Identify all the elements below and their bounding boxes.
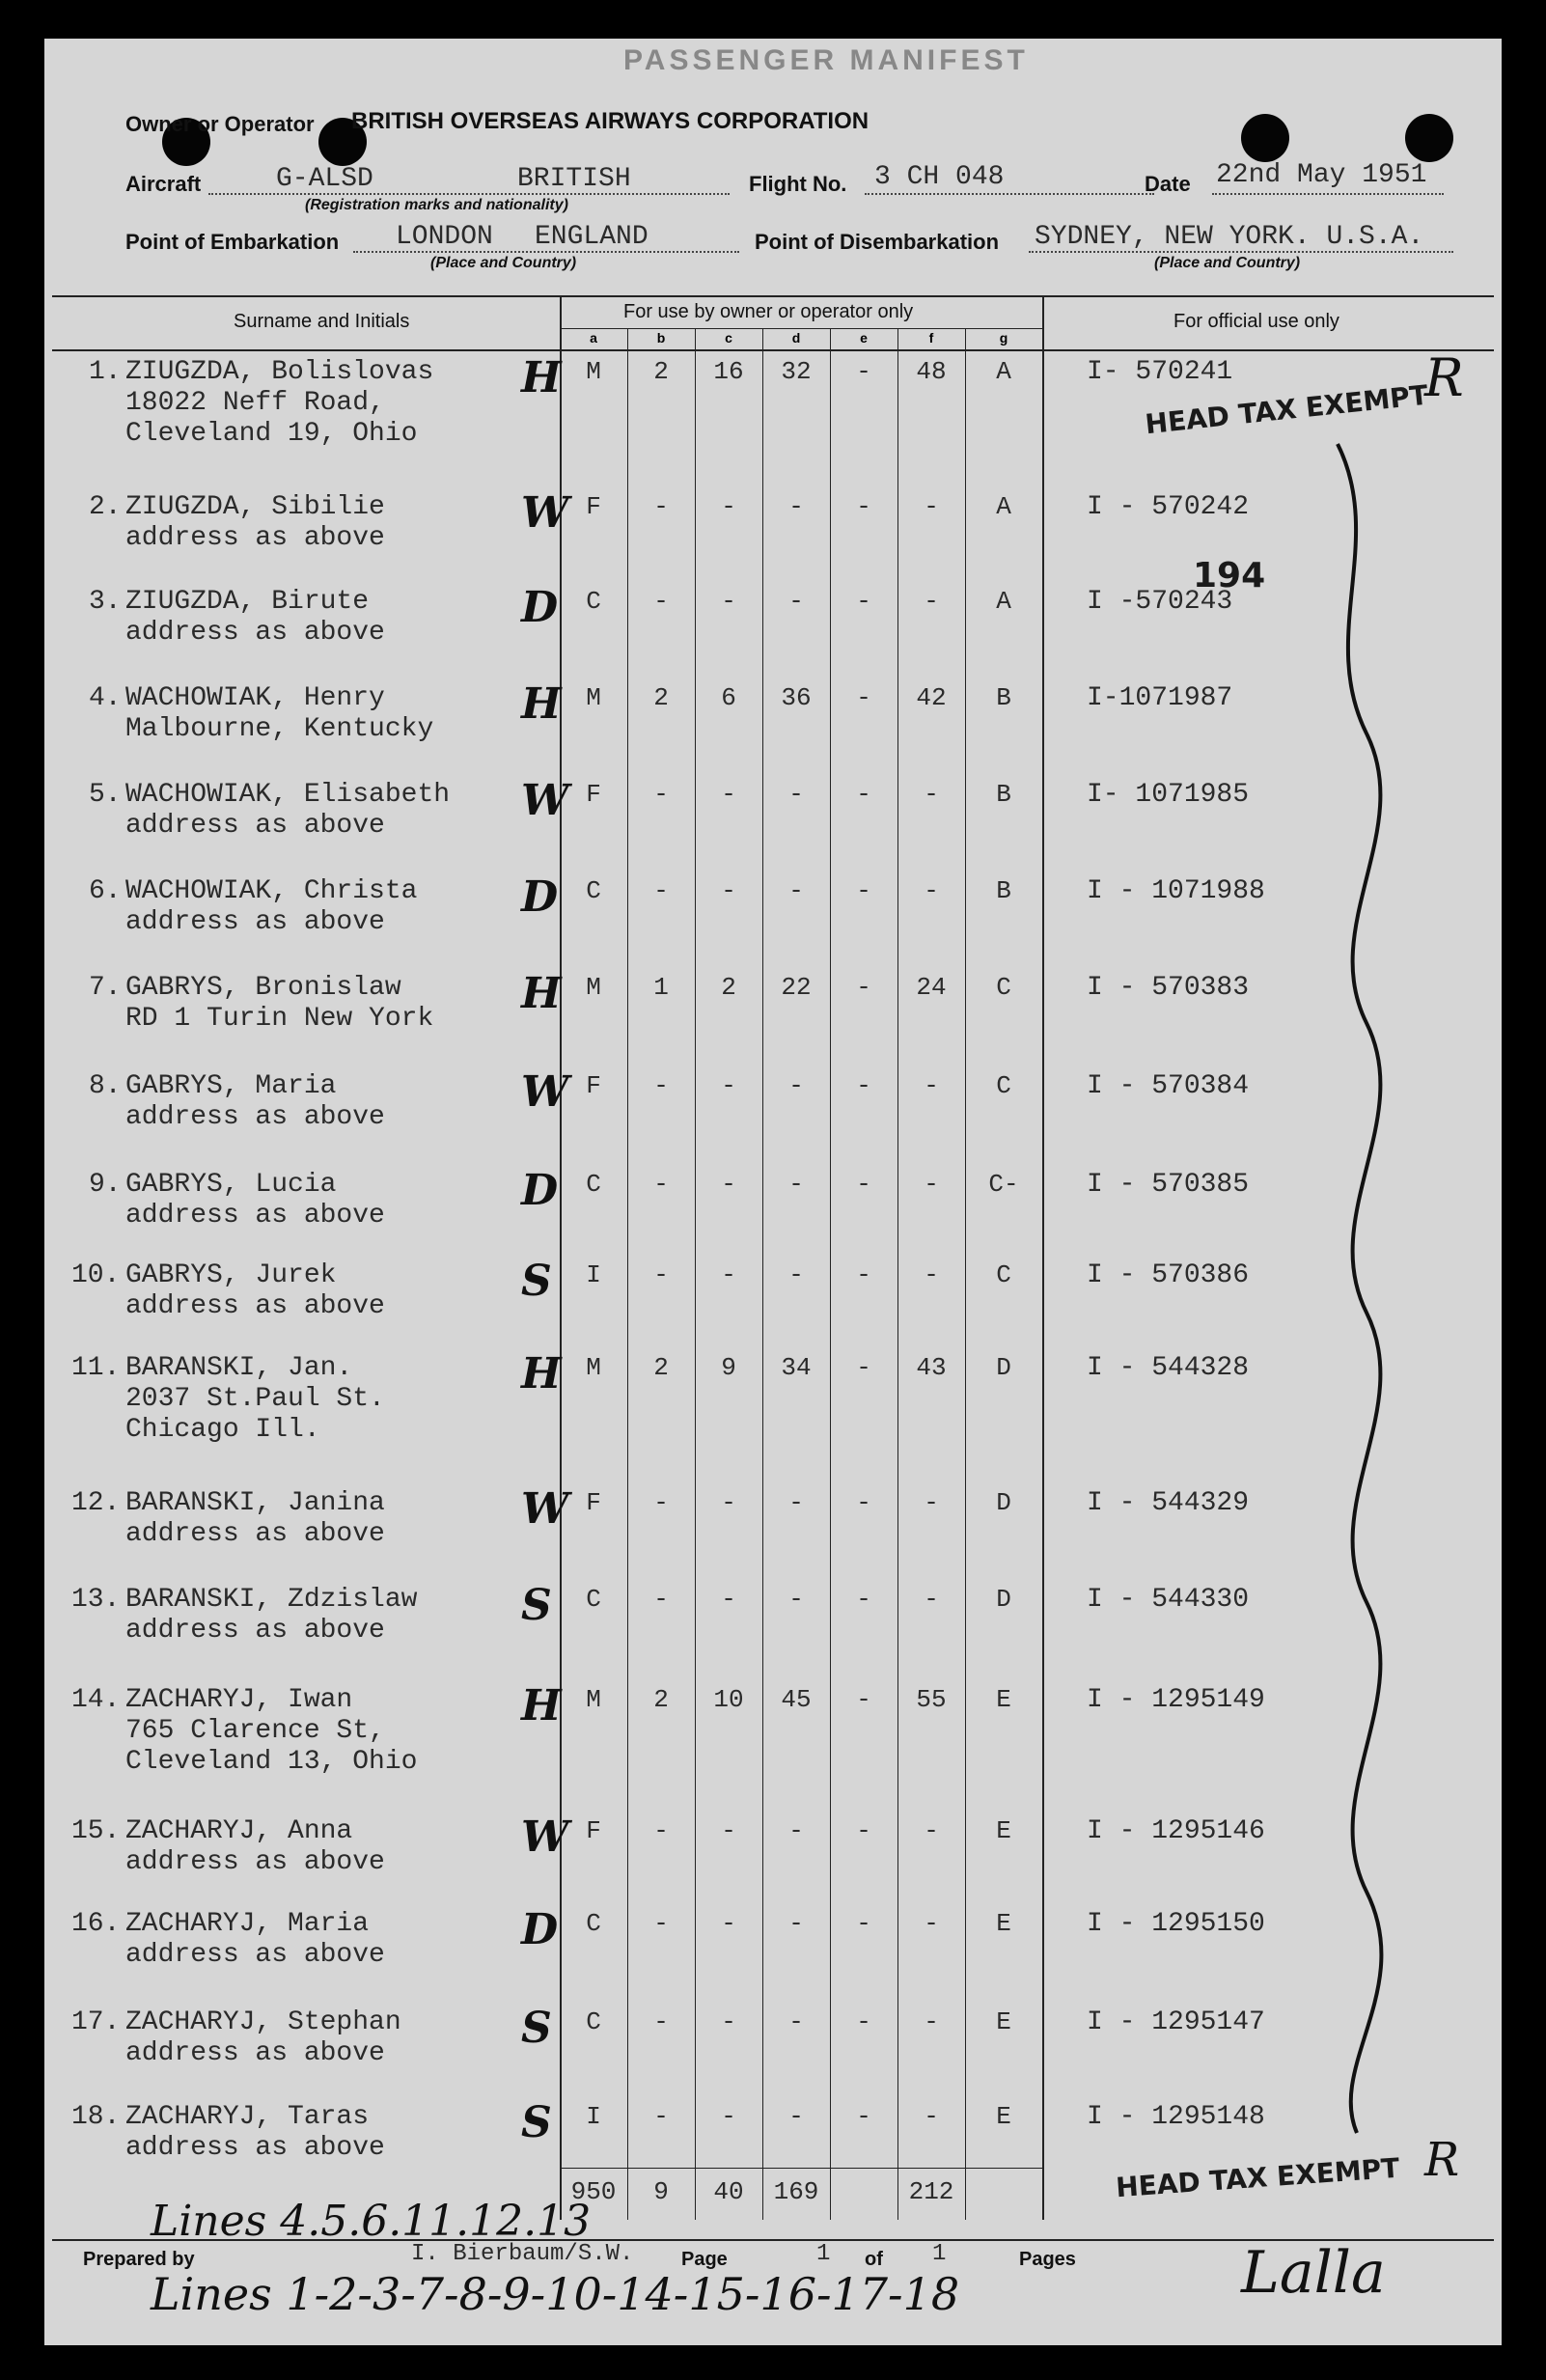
cell-d: -: [788, 1488, 804, 1517]
flight-label: Flight No.: [749, 172, 847, 196]
cell-b: -: [653, 1170, 669, 1199]
cell-b: -: [653, 1909, 669, 1938]
total-d: 169: [773, 2177, 819, 2206]
row-number: 15.: [71, 1816, 121, 1846]
page-value: 1: [816, 2241, 831, 2267]
cell-c: -: [721, 492, 736, 521]
official-number: I - 1295150: [1087, 1909, 1265, 1939]
passenger-name: BARANSKI, Zdzislaw: [125, 1585, 418, 1615]
cell-g: C-: [988, 1170, 1019, 1199]
cell-c: -: [721, 1585, 736, 1614]
official-number: I - 570386: [1087, 1260, 1250, 1290]
cell-c: 9: [721, 1353, 736, 1382]
cell-b: -: [653, 1585, 669, 1614]
cell-e: -: [856, 1170, 871, 1199]
embark-place-note: (Place and Country): [430, 255, 577, 271]
passenger-name: ZACHARYJ, Stephan: [125, 2007, 401, 2037]
passenger-name: BARANSKI, Jan.: [125, 1353, 353, 1383]
cell-c: -: [721, 2007, 736, 2036]
passenger-name: ZACHARYJ, Maria: [125, 1909, 370, 1939]
cell-e: -: [856, 1816, 871, 1845]
cell-a: C: [586, 1170, 601, 1199]
cell-a: F: [586, 780, 601, 809]
cell-g: D: [996, 1353, 1011, 1382]
relation-mark: H: [521, 969, 562, 1018]
official-number: I -570243: [1087, 587, 1233, 617]
cell-g: B: [996, 780, 1011, 809]
cell-e: -: [856, 1585, 871, 1614]
prepared-label: Prepared by: [83, 2249, 195, 2270]
cell-b: 2: [653, 1685, 669, 1714]
relation-mark: S: [521, 2004, 552, 2053]
relation-mark: H: [521, 679, 562, 729]
cell-a: I: [586, 2102, 601, 2131]
cell-e: -: [856, 587, 871, 616]
passenger-name: ZIUGZDA, Sibilie: [125, 492, 385, 522]
cell-f: -: [924, 1170, 939, 1199]
relation-mark: H: [521, 1681, 562, 1730]
passenger-name: GABRYS, Lucia: [125, 1170, 337, 1200]
cell-b: 2: [653, 357, 669, 386]
cell-f: -: [924, 1909, 939, 1938]
cell-c: -: [721, 780, 736, 809]
official-number: I-1071987: [1087, 683, 1233, 713]
relation-mark: W: [521, 488, 569, 538]
passenger-address: address as above: [125, 523, 385, 553]
punch-hole: [1405, 114, 1453, 162]
passenger-name: ZIUGZDA, Bolislovas: [125, 357, 434, 387]
cell-g: E: [996, 2102, 1011, 2131]
relation-mark: S: [521, 1581, 552, 1630]
official-number: I - 1071988: [1087, 876, 1265, 906]
disembarkation-label: Point of Disembarkation: [755, 230, 1000, 254]
cell-c: 16: [713, 357, 744, 386]
cell-d: -: [788, 876, 804, 905]
cell-f: -: [924, 876, 939, 905]
subcolumn-header: e: [860, 330, 868, 346]
passenger-name: WACHOWIAK, Elisabeth: [125, 780, 451, 810]
passenger-name: GABRYS, Bronislaw: [125, 973, 401, 1003]
embarkation-country: ENGLAND: [535, 222, 649, 252]
cell-g: B: [996, 876, 1011, 905]
disembark-place-note: (Place and Country): [1154, 255, 1301, 271]
cell-d: -: [788, 1909, 804, 1938]
row-number: 7.: [89, 973, 122, 1003]
cell-e: -: [856, 492, 871, 521]
cell-b: 2: [653, 683, 669, 712]
cell-e: -: [856, 1909, 871, 1938]
cell-c: 6: [721, 683, 736, 712]
subcolumn-header: g: [999, 330, 1008, 346]
cell-d: 22: [781, 973, 812, 1002]
cell-c: -: [721, 1816, 736, 1845]
cell-a: F: [586, 1488, 601, 1517]
surname-header: Surname and Initials: [234, 311, 410, 332]
passenger-address: address as above: [125, 1201, 385, 1231]
relation-mark: W: [521, 1484, 569, 1534]
passenger-name: BARANSKI, Janina: [125, 1488, 385, 1518]
relation-mark: D: [521, 583, 559, 632]
date-label: Date: [1145, 172, 1191, 196]
cell-d: 32: [781, 357, 812, 386]
cell-c: -: [721, 587, 736, 616]
cell-g: C: [996, 973, 1011, 1002]
cell-b: -: [653, 1488, 669, 1517]
official-number: I - 570242: [1087, 492, 1250, 522]
relation-mark: H: [521, 353, 562, 402]
row-number: 1.: [89, 357, 122, 387]
passenger-address: Malbourne, Kentucky: [125, 714, 434, 744]
cell-f: -: [924, 587, 939, 616]
embarkation-city: LONDON: [396, 222, 493, 252]
cell-g: A: [996, 357, 1011, 386]
cell-g: B: [996, 683, 1011, 712]
cell-e: -: [856, 1488, 871, 1517]
total-c: 40: [713, 2177, 744, 2206]
cell-g: D: [996, 1585, 1011, 1614]
passenger-address: address as above: [125, 1519, 385, 1549]
passenger-address: address as above: [125, 2038, 385, 2068]
row-number: 4.: [89, 683, 122, 713]
passenger-address: Cleveland 19, Ohio: [125, 419, 418, 449]
cell-d: -: [788, 2007, 804, 2036]
row-number: 14.: [71, 1685, 121, 1715]
relation-mark: W: [521, 776, 569, 825]
cell-d: 34: [781, 1353, 812, 1382]
handwritten-lines-1: Lines 4.5.6.11.12.13: [151, 2197, 592, 2246]
wavy-line: [1328, 425, 1395, 2162]
passenger-name: WACHOWIAK, Henry: [125, 683, 385, 713]
row-number: 12.: [71, 1488, 121, 1518]
cell-f: -: [924, 780, 939, 809]
cell-a: C: [586, 876, 601, 905]
cell-d: -: [788, 1816, 804, 1845]
passenger-address: address as above: [125, 1847, 385, 1877]
cell-b: 1: [653, 973, 669, 1002]
passenger-address: address as above: [125, 1291, 385, 1321]
cell-c: -: [721, 1071, 736, 1100]
cell-a: M: [586, 683, 601, 712]
cell-b: -: [653, 876, 669, 905]
passenger-address: address as above: [125, 1616, 385, 1646]
r-mark-bottom: R: [1424, 2133, 1460, 2187]
official-number: I- 1071985: [1087, 780, 1250, 810]
cell-a: M: [586, 1685, 601, 1714]
number-stamp: 194: [1193, 556, 1266, 595]
subcolumn-header: a: [590, 330, 597, 346]
relation-mark: S: [521, 1257, 552, 1306]
passenger-address: RD 1 Turin New York: [125, 1004, 434, 1034]
signature: Lalla: [1241, 2239, 1386, 2307]
official-number: I - 1295146: [1087, 1816, 1265, 1846]
of-value: 1: [932, 2241, 947, 2267]
subcolumn-header: b: [656, 330, 666, 346]
cell-c: 2: [721, 973, 736, 1002]
official-number: I - 1295148: [1087, 2102, 1265, 2132]
passenger-address: 2037 St.Paul St.: [125, 1384, 385, 1414]
cell-f: -: [924, 2007, 939, 2036]
pages-label: Pages: [1019, 2249, 1076, 2270]
cell-d: -: [788, 1170, 804, 1199]
subcolumn-header: c: [725, 330, 732, 346]
cell-e: -: [856, 683, 871, 712]
embarkation-label: Point of Embarkation: [125, 230, 340, 254]
cell-d: -: [788, 492, 804, 521]
aircraft-nationality: BRITISH: [517, 164, 631, 194]
cell-g: D: [996, 1488, 1011, 1517]
cell-d: -: [788, 780, 804, 809]
relation-mark: W: [521, 1067, 569, 1117]
cell-a: C: [586, 587, 601, 616]
faint-title: PASSENGER MANIFEST: [623, 44, 1029, 76]
official-number: I- 570241: [1087, 357, 1233, 387]
row-number: 17.: [71, 2007, 121, 2037]
owner-label: Owner or Operator: [125, 112, 315, 136]
cell-c: -: [721, 1170, 736, 1199]
cell-b: -: [653, 2007, 669, 2036]
cell-a: C: [586, 1585, 601, 1614]
passenger-name: ZACHARYJ, Anna: [125, 1816, 353, 1846]
cell-f: -: [924, 492, 939, 521]
manifest-sheet: [44, 39, 1502, 2345]
relation-mark: D: [521, 1905, 559, 1954]
cell-e: -: [856, 1260, 871, 1289]
relation-mark: W: [521, 1813, 569, 1862]
date-value: 22nd May 1951: [1216, 160, 1427, 190]
official-number: I - 570383: [1087, 973, 1250, 1003]
handwritten-lines-2: Lines 1-2-3-7-8-9-10-14-15-16-17-18: [151, 2268, 960, 2320]
cell-d: 36: [781, 683, 812, 712]
row-number: 10.: [71, 1260, 121, 1290]
cell-g: A: [996, 587, 1011, 616]
passenger-address: 765 Clarence St,: [125, 1716, 385, 1746]
cell-f: 48: [916, 357, 947, 386]
cell-b: -: [653, 780, 669, 809]
row-number: 6.: [89, 876, 122, 906]
cell-e: -: [856, 1071, 871, 1100]
cell-e: -: [856, 2007, 871, 2036]
relation-mark: H: [521, 1349, 562, 1398]
total-f: 212: [908, 2177, 954, 2206]
cell-a: F: [586, 492, 601, 521]
passenger-name: WACHOWIAK, Christa: [125, 876, 418, 906]
aircraft-note: (Registration marks and nationality): [305, 197, 568, 213]
cell-d: -: [788, 1260, 804, 1289]
cell-a: C: [586, 1909, 601, 1938]
row-number: 13.: [71, 1585, 121, 1615]
head-tax-exempt-stamp-bottom: HEAD TAX EXEMPT: [1115, 2151, 1401, 2204]
cell-c: 10: [713, 1685, 744, 1714]
passenger-name: ZACHARYJ, Taras: [125, 2102, 370, 2132]
passenger-name: GABRYS, Jurek: [125, 1260, 337, 1290]
owner-value: BRITISH OVERSEAS AIRWAYS CORPORATION: [351, 108, 870, 134]
cell-f: -: [924, 2102, 939, 2131]
flight-number: 3 CH 048: [874, 162, 1005, 192]
aircraft-registration: G-ALSD: [276, 164, 373, 194]
cell-b: -: [653, 1071, 669, 1100]
cell-d: -: [788, 587, 804, 616]
cell-b: -: [653, 2102, 669, 2131]
cell-d: -: [788, 1585, 804, 1614]
page-label: Page: [681, 2249, 728, 2270]
cell-a: M: [586, 1353, 601, 1382]
official-number: I - 544330: [1087, 1585, 1250, 1615]
cell-c: -: [721, 876, 736, 905]
punch-hole: [1241, 114, 1289, 162]
cell-g: C: [996, 1260, 1011, 1289]
official-number: I - 570384: [1087, 1071, 1250, 1101]
prepared-value: I. Bierbaum/S.W.: [411, 2241, 634, 2267]
cell-c: -: [721, 1488, 736, 1517]
subcolumn-header: d: [791, 330, 801, 346]
cell-f: -: [924, 1488, 939, 1517]
cell-b: -: [653, 587, 669, 616]
passenger-address: address as above: [125, 1102, 385, 1132]
row-number: 16.: [71, 1909, 121, 1939]
row-number: 18.: [71, 2102, 121, 2132]
cell-g: E: [996, 2007, 1011, 2036]
cell-c: -: [721, 2102, 736, 2131]
cell-f: 43: [916, 1353, 947, 1382]
relation-mark: D: [521, 872, 559, 922]
head-tax-exempt-stamp: HEAD TAX EXEMPT: [1144, 378, 1430, 441]
official-number: I - 544329: [1087, 1488, 1250, 1518]
cell-d: 45: [781, 1685, 812, 1714]
relation-mark: S: [521, 2098, 552, 2147]
official-number: I - 544328: [1087, 1353, 1250, 1383]
cell-c: -: [721, 1260, 736, 1289]
aircraft-label: Aircraft: [125, 172, 202, 196]
cell-g: A: [996, 492, 1011, 521]
cell-e: -: [856, 780, 871, 809]
cell-e: -: [856, 1685, 871, 1714]
cell-c: -: [721, 1909, 736, 1938]
passenger-address: address as above: [125, 618, 385, 648]
cell-f: -: [924, 1260, 939, 1289]
cell-f: 55: [916, 1685, 947, 1714]
passenger-address: Cleveland 13, Ohio: [125, 1747, 418, 1777]
cell-a: M: [586, 973, 601, 1002]
cell-g: C: [996, 1071, 1011, 1100]
disembarkation-value: SYDNEY, NEW YORK. U.S.A.: [1035, 222, 1424, 252]
passenger-address: address as above: [125, 1940, 385, 1970]
total-a: 950: [570, 2177, 617, 2206]
official-header: For official use only: [1173, 311, 1339, 332]
passenger-address: Chicago Ill.: [125, 1415, 320, 1445]
cell-a: F: [586, 1816, 601, 1845]
of-label: of: [865, 2249, 883, 2270]
cell-f: -: [924, 1585, 939, 1614]
cell-f: 24: [916, 973, 947, 1002]
row-number: 2.: [89, 492, 122, 522]
cell-g: E: [996, 1816, 1011, 1845]
passenger-address: address as above: [125, 2133, 385, 2163]
cell-a: M: [586, 357, 601, 386]
row-number: 11.: [71, 1353, 121, 1383]
cell-a: F: [586, 1071, 601, 1100]
passenger-address: address as above: [125, 811, 385, 841]
row-number: 8.: [89, 1071, 122, 1101]
cell-f: -: [924, 1071, 939, 1100]
passenger-name: GABRYS, Maria: [125, 1071, 337, 1101]
owner-use-header: For use by owner or operator only: [623, 301, 914, 322]
cell-e: -: [856, 876, 871, 905]
passenger-name: ZACHARYJ, Iwan: [125, 1685, 353, 1715]
row-number: 3.: [89, 587, 122, 617]
cell-b: 2: [653, 1353, 669, 1382]
cell-e: -: [856, 357, 871, 386]
cell-g: E: [996, 1909, 1011, 1938]
cell-g: E: [996, 1685, 1011, 1714]
official-number: I - 570385: [1087, 1170, 1250, 1200]
cell-a: I: [586, 1260, 601, 1289]
subcolumn-header: f: [928, 330, 934, 346]
r-mark: R: [1424, 347, 1464, 408]
official-number: I - 1295149: [1087, 1685, 1265, 1715]
official-number: I - 1295147: [1087, 2007, 1265, 2037]
total-b: 9: [653, 2177, 669, 2206]
row-number: 5.: [89, 780, 122, 810]
cell-f: 42: [916, 683, 947, 712]
cell-a: C: [586, 2007, 601, 2036]
passenger-address: 18022 Neff Road,: [125, 388, 385, 418]
row-number: 9.: [89, 1170, 122, 1200]
cell-b: -: [653, 1260, 669, 1289]
cell-d: -: [788, 1071, 804, 1100]
cell-b: -: [653, 492, 669, 521]
relation-mark: D: [521, 1166, 559, 1215]
passenger-address: address as above: [125, 907, 385, 937]
cell-b: -: [653, 1816, 669, 1845]
passenger-name: ZIUGZDA, Birute: [125, 587, 370, 617]
cell-d: -: [788, 2102, 804, 2131]
cell-e: -: [856, 1353, 871, 1382]
cell-f: -: [924, 1816, 939, 1845]
cell-e: -: [856, 973, 871, 1002]
cell-e: -: [856, 2102, 871, 2131]
